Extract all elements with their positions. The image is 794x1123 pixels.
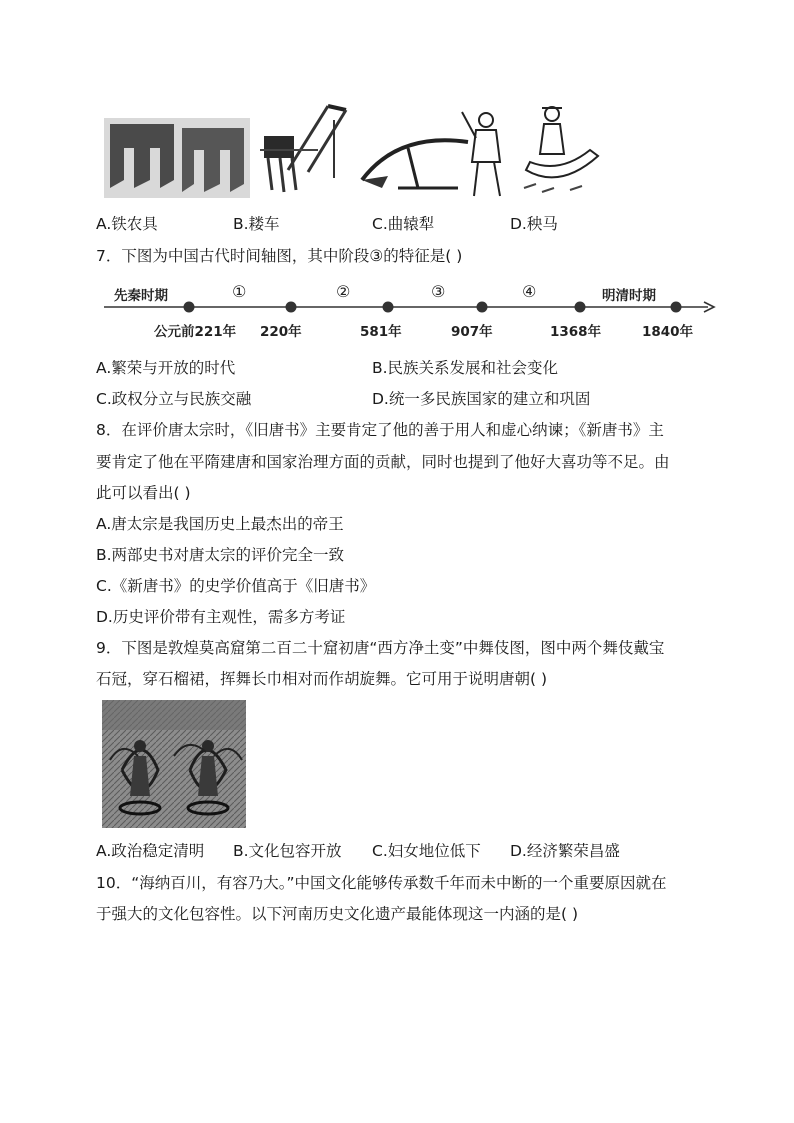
q9-stem-line-2: 石冠，穿石榴裙，挥舞长巾相对而作胡旋舞。它可用于说明唐朝( ) <box>96 670 548 688</box>
q8-option-b[interactable]: B.两部史书对唐太宗的评价完全一致 <box>96 546 345 564</box>
timeline-stage-1: ① <box>232 282 247 301</box>
q6-option-a[interactable]: A.铁农具 <box>96 215 158 233</box>
q6-option-c[interactable]: C.曲辕犁 <box>372 215 435 233</box>
q8-option-d[interactable]: D.历史评价带有主观性，需多方考证 <box>96 608 346 626</box>
timeline-dot-4 <box>477 302 488 313</box>
iron-farm-tool-image <box>104 118 250 198</box>
timeline-year-1: 公元前221年 <box>154 324 237 340</box>
timeline-dot-1 <box>184 302 195 313</box>
q9-stem-line-1: 9．下图是敦煌莫高窟第二百二十窟初唐“西方净土变”中舞伎图，图中两个舞伎戴宝 <box>96 639 665 657</box>
q9-option-a[interactable]: A.政治稳定清明 <box>96 842 205 860</box>
q7-option-d[interactable]: D.统一多民族国家的建立和巩固 <box>372 390 591 408</box>
timeline-dot-6 <box>671 302 682 313</box>
timeline-year-4: 907年 <box>451 324 493 340</box>
seed-drill-image <box>258 100 350 198</box>
timeline-dot-5 <box>575 302 586 313</box>
timeline-start-label: 先秦时期 <box>114 288 168 304</box>
q10-stem-line-2: 于强大的文化包容性。以下河南历史文化遗产最能体现这一内涵的是( ) <box>96 905 579 923</box>
timeline-year-3: 581年 <box>360 324 402 340</box>
q8-stem-line-1: 8．在评价唐太宗时，《旧唐书》主要肯定了他的善于用人和虚心纳谏；《新唐书》主 <box>96 421 664 439</box>
q9-option-c[interactable]: C.妇女地位低下 <box>372 842 481 860</box>
dunhuang-dancer-mural-image <box>102 700 246 828</box>
q7-option-a[interactable]: A.繁荣与开放的时代 <box>96 359 236 377</box>
timeline-dot-2 <box>286 302 297 313</box>
q8-stem-line-3: 此可以看出( ) <box>96 484 191 502</box>
timeline-stage-4: ④ <box>522 282 537 301</box>
q7-stem: 7．下图为中国古代时间轴图，其中阶段③的特征是( ) <box>96 247 463 265</box>
timeline-year-6: 1840年 <box>642 324 694 340</box>
timeline-year-5: 1368年 <box>550 324 602 340</box>
timeline-dot-3 <box>383 302 394 313</box>
q6-option-d[interactable]: D.秧马 <box>510 215 558 233</box>
curved-plow-image <box>358 102 514 198</box>
timeline-stage-3: ③ <box>431 282 446 301</box>
q7-option-c[interactable]: C.政权分立与民族交融 <box>96 390 252 408</box>
q7-option-b[interactable]: B.民族关系发展和社会变化 <box>372 359 559 377</box>
rice-seedling-boat-image <box>520 100 604 198</box>
timeline-stage-2: ② <box>336 282 351 301</box>
q9-option-b[interactable]: B.文化包容开放 <box>233 842 342 860</box>
q9-option-d[interactable]: D.经济繁荣昌盛 <box>510 842 620 860</box>
timeline <box>100 280 720 340</box>
q10-stem-line-1: 10．“海纳百川，有容乃大。”中国文化能够传承数千年而未中断的一个重要原因就在 <box>96 874 667 892</box>
q8-stem-line-2: 要肯定了他在平隋建唐和国家治理方面的贡献，同时也提到了他好大喜功等不足。由 <box>96 453 670 471</box>
q8-option-c[interactable]: C.《新唐书》的史学价值高于《旧唐书》 <box>96 577 376 595</box>
timeline-year-2: 220年 <box>260 324 302 340</box>
timeline-end-label: 明清时期 <box>602 288 656 304</box>
q8-option-a[interactable]: A.唐太宗是我国历史上最杰出的帝王 <box>96 515 344 533</box>
q6-option-b[interactable]: B.耧车 <box>233 215 280 233</box>
